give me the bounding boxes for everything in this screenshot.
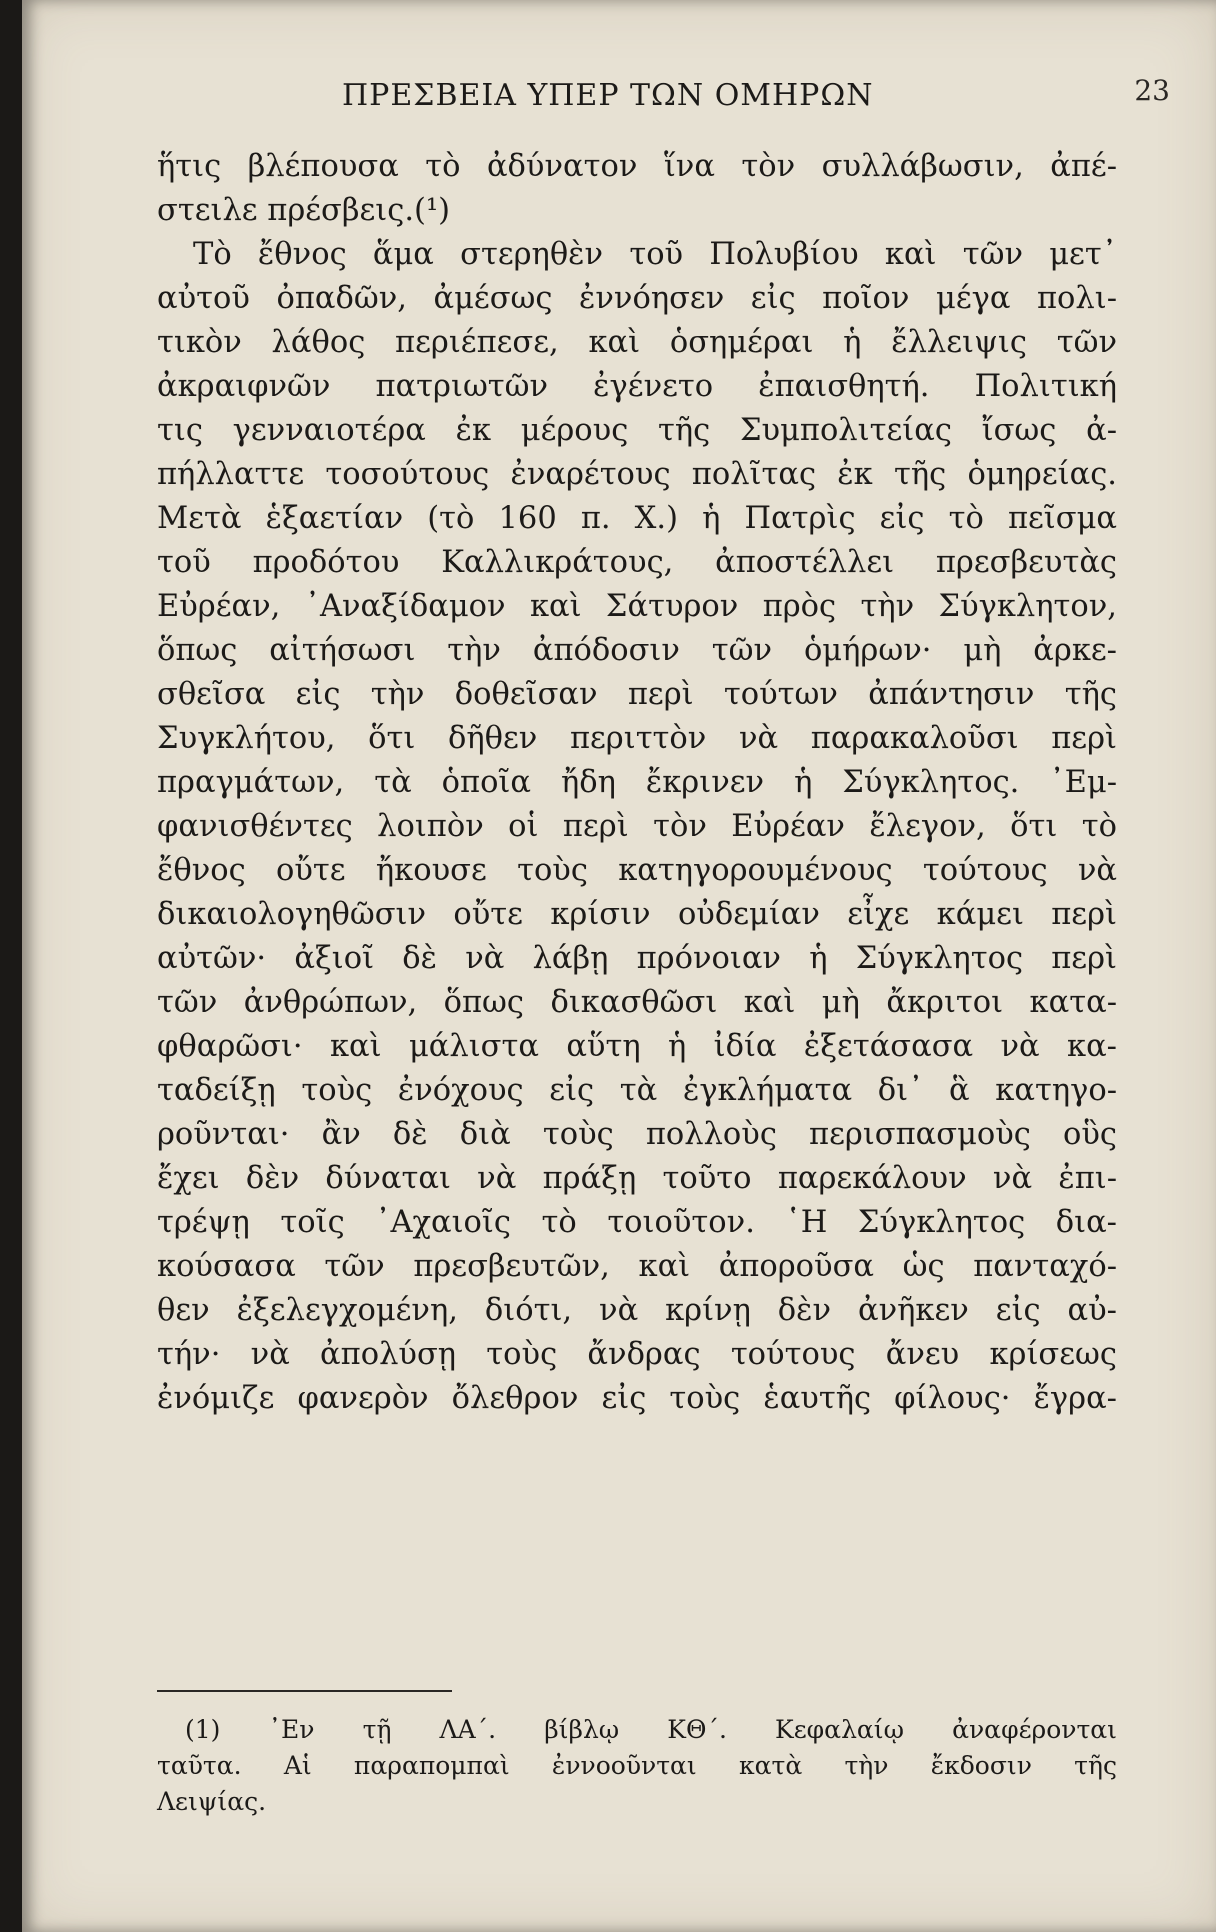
book-page: [22, 0, 1216, 1932]
text-line: τικὸν λάθος περιέπεσε, καὶ ὁσημέραι ἡ ἔλλειψις τῶν: [157, 325, 1117, 360]
text-line: ἔθνος οὔτε ἤκουσε τοὺς κατηγορουμένους τούτους νὰ: [157, 853, 1117, 888]
footnotes: [157, 1712, 1117, 1820]
text-line: φανισθέντες λοιπὸν οἱ περὶ τὸν Εὐρέαν ἔλεγον, ὅτι τὸ: [157, 809, 1117, 844]
text-line: τῶν ἀνθρώπων, ὅπως δικασθῶσι καὶ μὴ ἄκριτοι κατα-: [157, 985, 1117, 1020]
text-line: πήλλαττε τοσούτους ἐναρέτους πολῖτας ἐκ τῆς ὁμηρείας.: [157, 457, 1117, 492]
text-line: Τὸ ἔθνος ἅμα στερηθὲν τοῦ Πολυβίου καὶ τῶν μετ᾽: [193, 237, 1117, 272]
text-line: πραγμάτων, τὰ ὁποῖα ἤδη ἔκρινεν ἡ Σύγκλητος. ᾿Εμ-: [157, 765, 1117, 800]
text-line: ἥτις βλέπουσα τὸ ἀδύνατον ἵνα τὸν συλλάβωσιν, ἀπέ-: [157, 149, 1117, 184]
text-line: ἔχει δὲν δύναται νὰ πράξῃ τοῦτο παρεκάλουν νὰ ἐπι-: [157, 1161, 1117, 1196]
running-title: ΠΡΕΣΒΕΙΑ ΥΠΕΡ ΤΩΝ ΟΜΗΡΩΝ: [342, 78, 874, 113]
footnote-divider: [157, 1690, 452, 1692]
text-line: δικαιολογηθῶσιν οὔτε κρίσιν οὐδεμίαν εἶχε κάμει περὶ: [157, 897, 1117, 932]
text-line: τις γενναιοτέρα ἐκ μέρους τῆς Συμπολιτείας ἴσως ἀ-: [157, 413, 1117, 448]
text-line: τοῦ προδότου Καλλικράτους, ἀποστέλλει πρεσβευτὰς: [157, 545, 1117, 580]
text-line: τήν· νὰ ἀπολύσῃ τοὺς ἄνδρας τούτους ἄνευ κρίσεως: [157, 1337, 1117, 1372]
text-line: Συγκλήτου, ὅτι δῆθεν περιττὸν νὰ παρακαλοῦσι περὶ: [157, 721, 1117, 756]
page-number: 23: [1134, 74, 1170, 107]
text-line: ἐνόμιζε φανερὸν ὄλεθρον εἰς τοὺς ἑαυτῆς φίλους· ἔγρα-: [157, 1381, 1117, 1416]
footnote-line: (1) ᾿Εν τῇ ΛΑ΄. βίβλῳ ΚΘ΄. Κεφαλαίῳ ἀναφέρονται: [185, 1715, 1117, 1744]
text-line: τρέψῃ τοῖς ᾿Αχαιοῖς τὸ τοιοῦτον. ῾Η Σύγκλητος δια-: [157, 1205, 1117, 1240]
text-line: ὅπως αἰτήσωσι τὴν ἀπόδοσιν τῶν ὁμήρων· μὴ ἀρκε-: [157, 633, 1117, 668]
text-line: αὐτοῦ ὀπαδῶν, ἀμέσως ἐννόησεν εἰς ποῖον μέγα πολι-: [157, 281, 1117, 316]
footnote-line: ταῦτα. Αἱ παραπομπαὶ ἐννοοῦνται κατὰ τὴν ἔκδοσιν τῆς: [157, 1751, 1117, 1780]
text-line: σθεῖσα εἰς τὴν δοθεῖσαν περὶ τούτων ἀπάντησιν τῆς: [157, 677, 1117, 712]
text-line: φθαρῶσι· καὶ μάλιστα αὕτη ἡ ἰδία ἐξετάσασα νὰ κα-: [157, 1029, 1117, 1064]
footnote-line: Λειψίας.: [157, 1787, 267, 1816]
text-line: αὐτῶν· ἀξιοῖ δὲ νὰ λάβῃ πρόνοιαν ἡ Σύγκλητος περὶ: [157, 941, 1117, 976]
text-line: στειλε πρέσβεις.(¹): [157, 193, 451, 228]
text-line: Μετὰ ἑξαετίαν (τὸ 160 π. Χ.) ἡ Πατρὶς εἰς τὸ πεῖσμα: [157, 501, 1117, 536]
text-line: ταδείξῃ τοὺς ἐνόχους εἰς τὰ ἐγκλήματα δι᾽ ἃ κατηγο-: [157, 1073, 1117, 1108]
text-line: ροῦνται· ἂν δὲ διὰ τοὺς πολλοὺς περισπασμοὺς οὓς: [157, 1117, 1117, 1152]
running-head: [162, 74, 1170, 128]
body-text: [157, 145, 1117, 1421]
text-line: ἀκραιφνῶν πατριωτῶν ἐγένετο ἐπαισθητή. Πολιτική: [157, 369, 1117, 404]
text-line: θεν ἐξελεγχομένη, διότι, νὰ κρίνῃ δὲν ἀνῆκεν εἰς αὐ-: [157, 1293, 1117, 1328]
text-line: Εὐρέαν, ᾿Αναξίδαμον καὶ Σάτυρον πρὸς τὴν Σύγκλητον,: [157, 589, 1117, 624]
text-line: κούσασα τῶν πρεσβευτῶν, καὶ ἀποροῦσα ὡς πανταχό-: [157, 1249, 1117, 1284]
